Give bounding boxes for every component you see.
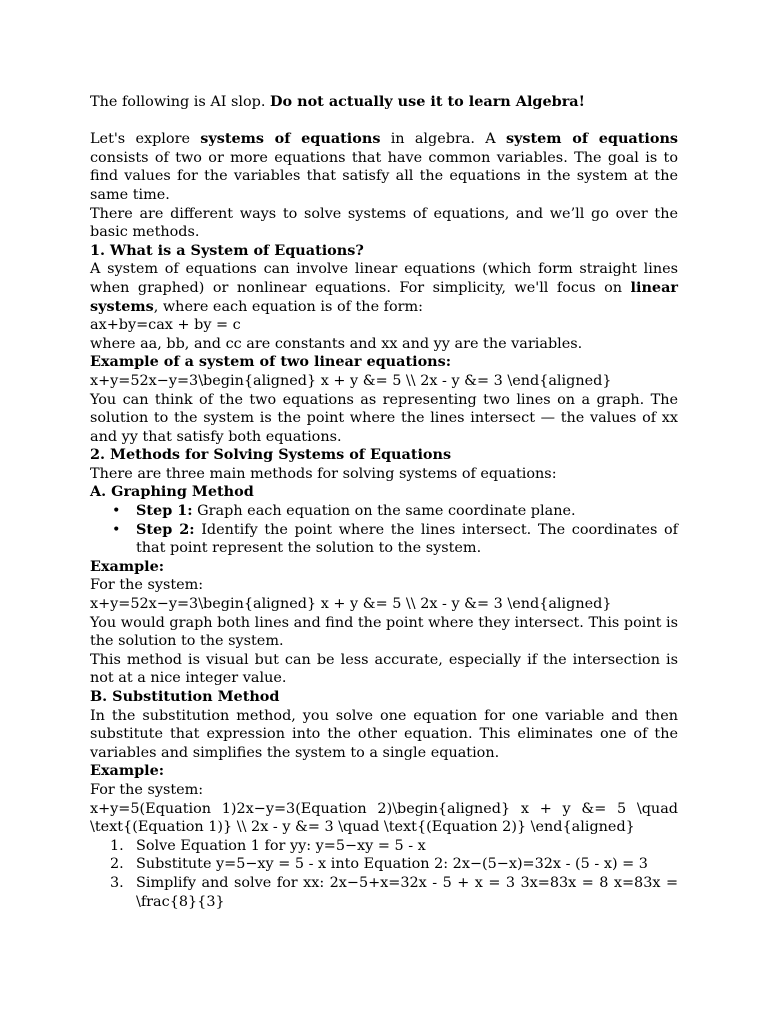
method-a-heading: A. Graphing Method <box>90 483 254 501</box>
step-number: 2. <box>110 856 124 873</box>
method-b-example-heading: Example: <box>90 762 165 780</box>
list-item <box>90 855 678 874</box>
intro-warning: Do not actually use it to learn Algebra! <box>270 93 585 110</box>
list-item <box>90 874 678 911</box>
opening-text: Let's explore <box>90 131 201 148</box>
linear-form-formula: ax+by=cax + by = c <box>90 317 241 334</box>
list-item <box>90 521 678 558</box>
term-linear-systems: linear systems <box>90 278 678 315</box>
step-text: Simplify and solve for xx: 2x−5+x=32x - 5 + x = 3 3x=83x = 8 x=83x = \frac{8}{3} <box>136 874 678 910</box>
bullet-icon: • <box>112 521 121 538</box>
opening-text: in algebra. A <box>380 131 506 148</box>
section-1-text: , where each equation is of the form: <box>153 298 424 315</box>
method-a-accuracy-note: This method is visual but can be less accurate, especially if the intersection is not at a nice integer value. <box>90 651 678 687</box>
method-a-for-system: For the system: <box>90 577 204 594</box>
intro-line <box>90 93 678 112</box>
step-text: Solve Equation 1 for yy: y=5−xy = 5 - x <box>136 837 426 854</box>
intro-lead: The following is AI slop. <box>90 94 271 110</box>
graphing-steps-list <box>90 502 678 558</box>
intersection-explanation: You can think of the two equations as representing two lines on a graph. The solution to the system is the point where the lines intersect — the values of xx and yy that satisfy both equations. <box>90 391 678 445</box>
method-a-formula: x+y=52x−y=3\begin{aligned} x + y &= 5 \\ 2x - y &= 3 \end{aligned} <box>90 596 612 613</box>
variables-explanation: where aa, bb, and cc are constants and xx and yy are the variables. <box>90 335 583 352</box>
step-number: 1. <box>110 837 124 854</box>
example-heading: Example of a system of two linear equations: <box>90 353 452 371</box>
spacer <box>90 112 678 131</box>
opening-paragraph <box>90 130 678 204</box>
step-label: Step 2: <box>136 520 195 538</box>
section-2-intro: There are three main methods for solving systems of equations: <box>90 465 557 482</box>
step-label: Step 1: <box>136 502 193 520</box>
method-a-paragraph: You would graph both lines and find the point where they intersect. This point is the solution to the system. <box>90 614 678 650</box>
substitution-steps-list <box>90 837 678 911</box>
document-page <box>90 93 678 911</box>
term-systems-of-equations: systems of equations <box>200 130 381 148</box>
section-1-text: A system of equations can involve linear equations (which form straight lines when graphed) or nonlinear equations. For simplicity, we'll focus on <box>90 261 678 296</box>
list-item <box>90 502 678 521</box>
section-1-heading: 1. What is a System of Equations? <box>90 241 364 259</box>
method-b-formula: x+y=5(Equation 1)2x−y=3(Equation 2)\begin{aligned} x + y &= 5 \quad \text{(Equation 1)} \\ 2x - y &= 3 \quad \text{(Equation 2)} \end{aligned} <box>90 800 678 836</box>
step-text: Graph each equation on the same coordinate plane. <box>192 503 576 520</box>
section-2-heading: 2. Methods for Solving Systems of Equations <box>90 446 452 464</box>
step-text: Substitute y=5−xy = 5 - x into Equation 2: 2x−(5−x)=32x - (5 - x) = 3 <box>136 856 648 873</box>
section-1-paragraph <box>90 260 678 316</box>
step-number: 3. <box>110 874 124 891</box>
methods-overview-paragraph: There are different ways to solve systems of equations, and we’ll go over the basic methods. <box>90 205 678 241</box>
term-system-of-equations: system of equations <box>505 130 679 148</box>
method-a-example-heading: Example: <box>90 557 165 575</box>
method-b-heading: B. Substitution Method <box>90 688 280 705</box>
method-b-for-system: For the system: <box>90 781 204 798</box>
example-formula: x+y=52x−y=3\begin{aligned} x + y &= 5 \\ 2x - y &= 3 \end{aligned} <box>90 372 612 389</box>
step-text: Identify the point where the lines intersect. The coordinates of that point represent the solution to the system. <box>136 521 678 557</box>
bullet-icon: • <box>112 503 121 520</box>
opening-text: consists of two or more equations that have common variables. The goal is to find values for the variables that satisfy all the equations in the system at the same time. <box>90 149 678 203</box>
list-item <box>90 837 678 856</box>
method-b-paragraph: In the substitution method, you solve one equation for one variable and then substitute that expression into the other equation. This eliminates one of the variables and simplifies the system to a single equation. <box>90 707 678 761</box>
